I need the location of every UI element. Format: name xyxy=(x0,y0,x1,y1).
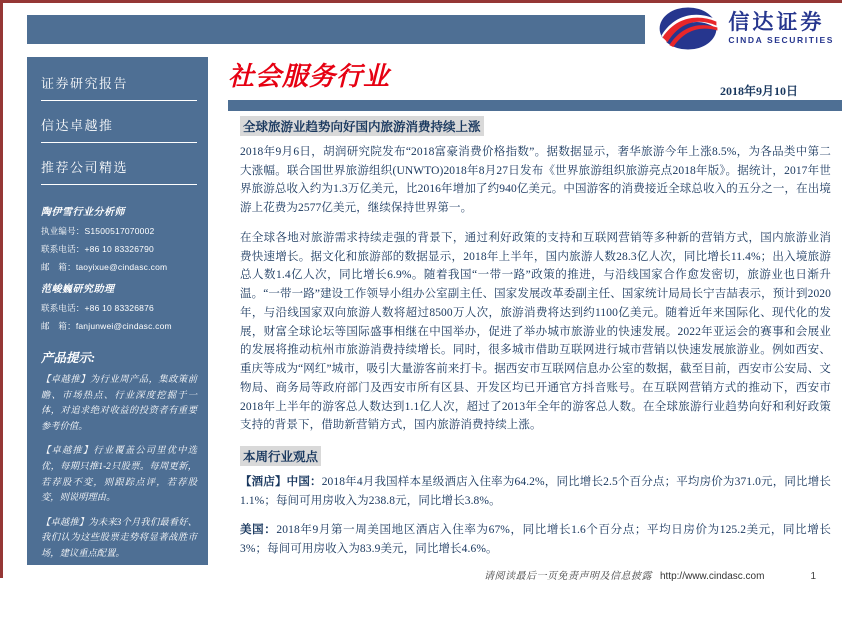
page-footer xyxy=(484,567,816,582)
hotel-china-lead: 【酒店】中国： xyxy=(240,476,322,489)
hotel-us-text: 2018年9月第一周美国地区酒店入住率为67%，同比增长1.6个百分点；平均日房价为125.2美元，同比增长3%；每间可用房收入为83.9美元，同比增长4.6%。 xyxy=(240,524,831,556)
tourism-paragraph-2: 在全球各地对旅游需求持续走强的背景下，通过利好政策的支持和互联网营销等多种新的营销方式，国内旅游业消费快速增长。据文化和旅游部的数据显示，2018年上半年，国内旅游人数28.3亿人次，同比增长11.4%；出入境旅游总人数1.4亿人次，同比增长6.9%。随着我国“一带一路”政策的推进，与沿线国家合作愈发密切，旅游业也日渐升温。“一带一路”建设工作领导小组办公室副主任、国家发展改革委副主任、国家统计局局长宁吉喆表示，预计到2020年，与沿线国家双向旅游人数将超过8500万人次，旅游消费将达到约1100亿美元。随着近年来国际化、现代化的发展，财富全球论坛等国际盛事相继在中国举办，促进了举办城市旅游业的快速发展。2022年亚运会的赛事和会展业的发展将推动杭州市旅游消费持续增长。同时，很多城市借助互联网进行城市营销以快速发展旅游业。例如西安、重庆等成为“网红”城市，吸引大量游客前来打卡。据西安市互联网信息办公室的数据，截至目前，西安市公安局、文物局、商务局等政府部门及西安市所有区县、开发区均已开通官方抖音账号。在互联网营销方式的推动下，西安市2018年上半年的游客总人数达到1.1亿人次，超过了2013年全年的游客总人数。在全球旅游行业趋势向好和利好政策支持的背景下，借助新营销方式，国内旅游消费持续上涨。 xyxy=(240,231,831,432)
section-heading-weekly-view: 本周行业观点 xyxy=(240,446,321,466)
analyst-license-label: 执业编号： xyxy=(41,226,85,236)
assistant-email-value: fanjunwei@cindasc.com xyxy=(75,321,172,331)
title-divider-bar xyxy=(228,100,842,111)
footer-disclaimer: 请阅读最后一页免责声明及信息披露 xyxy=(483,571,652,582)
hotel-china-paragraph xyxy=(240,473,831,510)
company-address: 北京市西城区闹市口大街9号院1号楼 xyxy=(41,600,186,611)
analyst-license-value: S1500517070002 xyxy=(84,226,155,236)
analyst-email-label: 邮 箱： xyxy=(41,262,76,272)
company-name-en: CINDA SECURITIES CO.,LTD xyxy=(41,587,167,598)
hotel-china-text: 2018年4月我国样本星级酒店入住率为64.2%，同比增长2.5个百分点；平均房价为371.0元，同比增长1.1%；每间可用房收入为238.8元，同比增长3.8%。 xyxy=(240,476,831,507)
analyst-phone-label: 联系电话： xyxy=(41,244,85,254)
footer-url-link[interactable]: http://www.cindasc.com xyxy=(659,571,765,582)
analyst-name: 陶伊雪行业分析师 xyxy=(41,207,125,218)
assistant-name: 范峻巍研究助理 xyxy=(41,284,115,295)
assistant-phone-row xyxy=(41,302,197,314)
report-date: 2018年9月10日 xyxy=(719,84,798,98)
analyst-email-value: taoyixue@cindasc.com xyxy=(75,262,168,272)
cinda-logo-icon xyxy=(657,5,721,52)
analyst-phone-value: +86 10 83326790 xyxy=(84,244,154,254)
analyst-email-row xyxy=(41,261,197,273)
analyst-license-row xyxy=(41,225,197,237)
product-tip-1: 【卓越推】为行业周产品，集政策前瞻、市场热点、行业深度挖掘于一体，对追求绝对收益的投资者有重要参考价值。 xyxy=(41,375,197,432)
tourism-paragraph-1: 2018年9月6日，胡润研究院发布“2018富豪消费价格指数”。据数据显示，奢华旅游今年上涨8.5%，为各品类中第二大涨幅。联合国世界旅游组织(UNWTO)2018年8月27日发布《世界旅游组织旅游亮点2018年版》。据统计，2017年世界旅游总收入约为1.3万亿美元，比2016年增加了约940亿美元。中国游客的消费接近全球总收入的五分之一，在出境游上花费为2577亿美元，继续保持世界第一。 xyxy=(240,146,831,215)
product-tip-3: 【卓越推】为未来3个月我们最看好、我们认为这些股票走势将显著战胜市场，建议重点配置。 xyxy=(41,517,197,560)
company-info-block xyxy=(41,572,197,636)
header-blue-bar xyxy=(27,15,645,44)
logo-name-cn: 信达证券 xyxy=(728,11,825,35)
assistant-email-label: 邮 箱： xyxy=(41,321,76,331)
logo-name-en: CINDA SECURITIES xyxy=(728,35,834,46)
footer-left-group xyxy=(484,567,764,582)
section-heading-tourism: 全球旅游业趋势向好国内旅游消费持续上涨 xyxy=(240,116,484,136)
assistant-phone-label: 联系电话： xyxy=(41,303,85,313)
report-sidebar xyxy=(27,57,208,634)
sidebar-item-research-report: 证券研究报告 xyxy=(41,73,197,101)
hotel-us-paragraph xyxy=(240,521,831,558)
company-name-cn: 信达证券股份有限公司 xyxy=(41,572,129,583)
sidebar-item-excellence-push: 信达卓越推 xyxy=(41,115,197,143)
industry-title: 社会服务行业 xyxy=(228,62,391,91)
assistant-email-row xyxy=(41,320,197,332)
left-red-rule xyxy=(0,0,3,578)
hotel-us-lead: 美国： xyxy=(240,524,277,537)
company-logo xyxy=(657,5,834,52)
product-tip-2: 【卓越推】行业覆盖公司里优中选优，每期只推1-2只股票。每周更新，若荐股不变，则跟踪点评，若荐股变，则说明理由。 xyxy=(41,446,197,504)
analyst-phone-row xyxy=(41,243,197,255)
product-tips-title: 产品提示: xyxy=(41,351,96,365)
assistant-phone-value: +86 10 83326876 xyxy=(84,303,154,313)
top-red-rule xyxy=(0,0,842,3)
logo-text xyxy=(728,12,834,45)
report-body xyxy=(240,116,831,570)
sidebar-item-recommended-companies: 推荐公司精选 xyxy=(41,157,197,185)
page-number: 1 xyxy=(810,571,816,582)
company-postcode: 邮编：100031 xyxy=(41,623,97,634)
